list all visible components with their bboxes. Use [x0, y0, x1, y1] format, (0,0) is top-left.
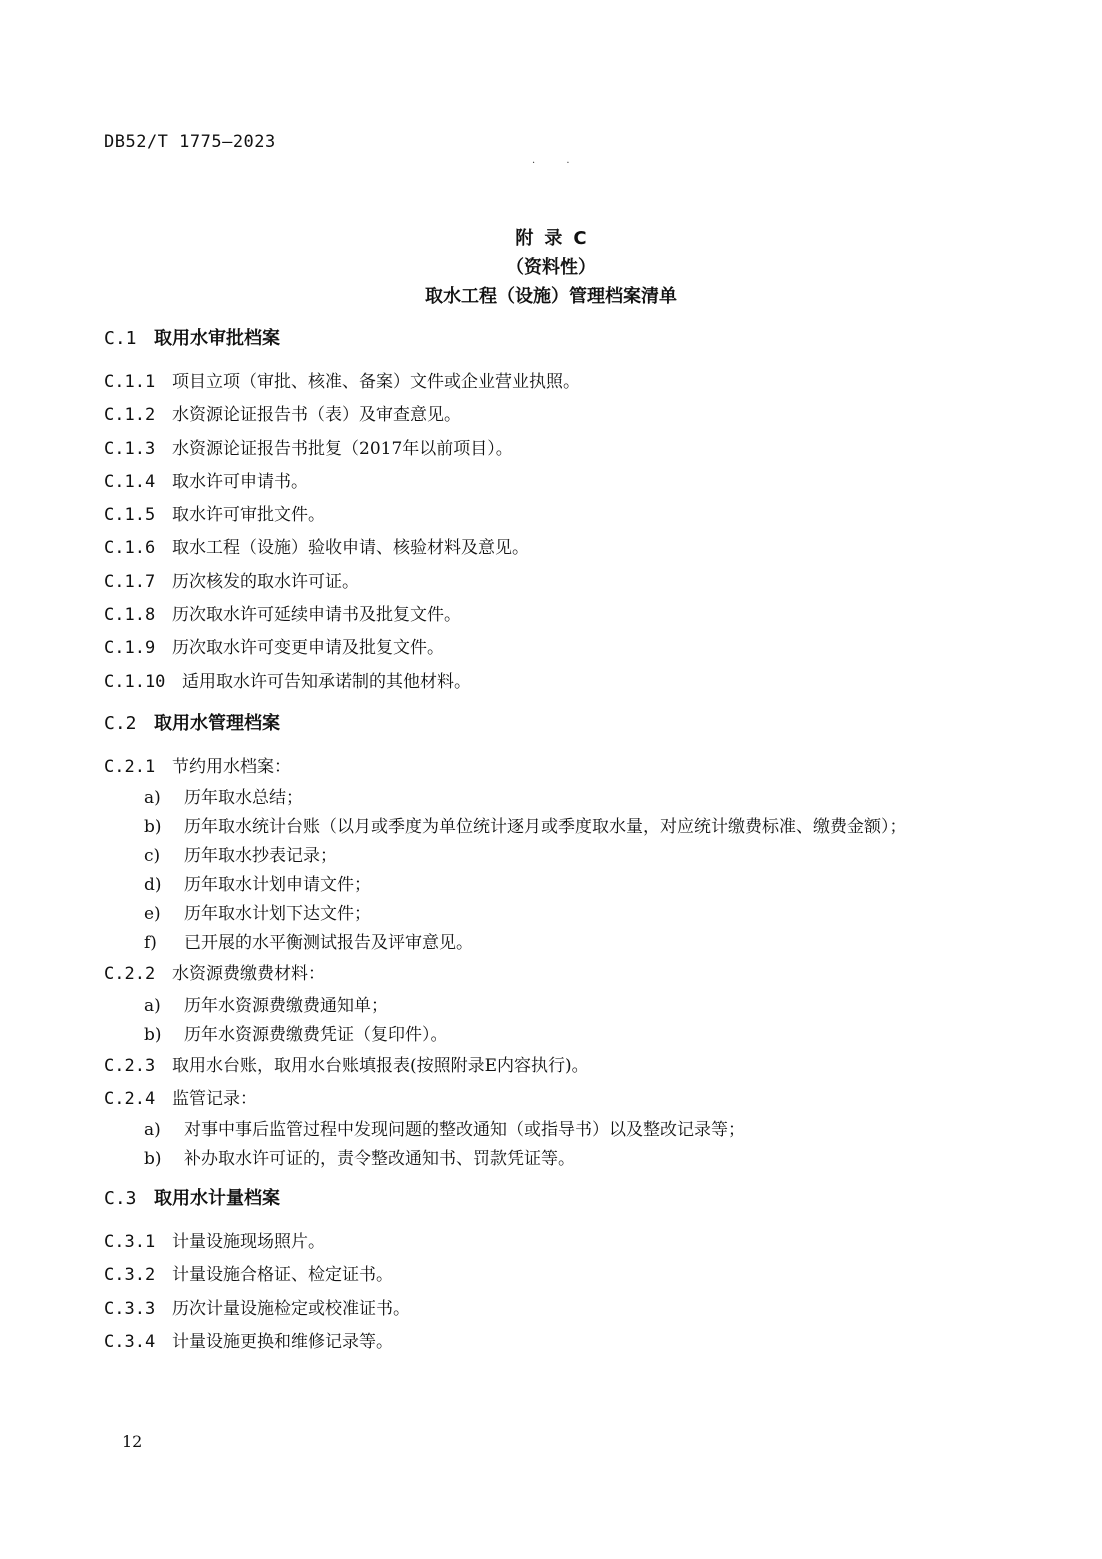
- item-text: 取水许可申请书。: [172, 471, 308, 492]
- item-number: C.2.2: [104, 964, 156, 985]
- sub-list-item: [104, 929, 1004, 958]
- section-title: 取用水审批档案: [154, 328, 280, 349]
- item-number: C.1.9: [104, 638, 156, 659]
- list-item: [104, 1226, 1004, 1259]
- item-number: C.3.1: [104, 1232, 156, 1253]
- item-text: 取水许可审批文件。: [172, 505, 325, 526]
- item-text: 适用取水许可告知承诺制的其他材料。: [182, 671, 471, 692]
- list-item: [104, 433, 1004, 466]
- item-number: C.1.10: [104, 671, 166, 692]
- sub-item-letter: e): [144, 904, 161, 925]
- item-number: C.1.3: [104, 438, 156, 459]
- sub-item-text: 历年取水计划下达文件；: [184, 904, 371, 925]
- list-item: [104, 1050, 1004, 1083]
- sub-item-text: 历年取水统计台账（以月或季度为单位统计逐月或季度取水量，对应统计缴费标准、缴费金额）；: [184, 817, 907, 838]
- section-number: C.2: [104, 712, 137, 734]
- item-text: 取水工程（设施）验收申请、核验材料及意见。: [172, 538, 529, 559]
- decorative-dots: · ·: [532, 158, 584, 169]
- item-number: C.1.5: [104, 505, 156, 526]
- item-number: C.3.2: [104, 1265, 156, 1286]
- section-heading: [104, 1182, 1004, 1216]
- sub-list-item: [104, 842, 1004, 871]
- sub-list-item: [104, 992, 1004, 1021]
- list-item: [104, 566, 1004, 599]
- item-text: 项目立项（审批、核准、备案）文件或企业营业执照。: [172, 372, 580, 392]
- sub-item-letter: a): [144, 1120, 161, 1141]
- sub-item-text: 已开展的水平衡测试报告及评审意见。: [184, 933, 473, 954]
- item-text: 历次计量设施检定或校准证书。: [172, 1298, 410, 1319]
- list-item: [104, 666, 1004, 699]
- item-number: C.3.3: [104, 1298, 156, 1319]
- sub-item-text: 历年取水抄表记录；: [184, 846, 337, 867]
- section-number: C.1: [104, 328, 137, 349]
- list-item: [104, 1326, 1004, 1359]
- item-text: 水资源费缴费材料：: [172, 964, 325, 985]
- item-number: C.1.8: [104, 605, 156, 626]
- item-number: C.3.4: [104, 1332, 156, 1353]
- document-code: DB52/T 1775—2023: [104, 132, 276, 152]
- sub-item-text: 历年水资源费缴费凭证（复印件）。: [184, 1024, 448, 1045]
- item-text: 历次取水许可延续申请书及批复文件。: [172, 605, 461, 626]
- item-number: C.1.7: [104, 571, 156, 592]
- item-number: C.2.3: [104, 1055, 156, 1076]
- item-text: 水资源论证报告书批复（2017年以前项目）。: [172, 438, 513, 459]
- list-item: [104, 958, 1004, 991]
- sub-item-letter: a): [144, 995, 161, 1016]
- item-number: C.2.4: [104, 1088, 156, 1109]
- sub-list-item: [104, 1021, 1004, 1050]
- sub-item-letter: c): [144, 846, 161, 867]
- item-text: 历次取水许可变更申请及批复文件。: [172, 638, 444, 659]
- item-text: 计量设施现场照片。: [172, 1232, 325, 1253]
- list-item: [104, 599, 1004, 632]
- section-heading: [104, 322, 1004, 356]
- sub-item-letter: f): [144, 933, 157, 954]
- sub-list-item: [104, 900, 1004, 929]
- sub-item-text: 对事中事后监管过程中发现问题的整改通知（或指导书）以及整改记录等；: [184, 1120, 745, 1141]
- list-item: [104, 632, 1004, 665]
- appendix-nature: （资料性）: [506, 257, 596, 278]
- sub-item-letter: a): [144, 788, 161, 809]
- item-number: C.2.1: [104, 756, 156, 777]
- sub-list-item: [104, 1145, 1004, 1174]
- list-item: [104, 1083, 1004, 1116]
- item-text: 取用水台账，取用水台账填报表(按照附录E内容执行)。: [172, 1055, 589, 1076]
- sub-item-text: 历年取水总结；: [184, 788, 303, 809]
- sub-list-item: [104, 1116, 1004, 1145]
- item-text: 水资源论证报告书（表）及审查意见。: [172, 405, 461, 426]
- item-text: 计量设施更换和维修记录等。: [172, 1332, 393, 1353]
- item-text: 监管记录：: [172, 1088, 257, 1109]
- item-number: C.1.1: [104, 372, 156, 392]
- item-number: C.1.4: [104, 471, 156, 492]
- section-title: 取用水管理档案: [154, 712, 280, 734]
- sub-item-letter: b): [144, 817, 162, 838]
- sub-list-item: [104, 871, 1004, 900]
- appendix-title-block: [0, 224, 1102, 311]
- list-item: [104, 399, 1004, 432]
- list-item: [104, 532, 1004, 565]
- item-text: 节约用水档案：: [172, 756, 291, 777]
- list-item: [104, 751, 1004, 784]
- sub-list-item: [104, 784, 1004, 813]
- item-text: 历次核发的取水许可证。: [172, 571, 359, 592]
- sub-item-letter: b): [144, 1149, 162, 1170]
- list-item: [104, 366, 1004, 399]
- document-body: [104, 322, 1004, 1359]
- item-text: 计量设施合格证、检定证书。: [172, 1265, 393, 1286]
- page-number: 12: [122, 1432, 143, 1451]
- sub-list-item: [104, 813, 1004, 842]
- list-item: [104, 1293, 1004, 1326]
- sub-item-text: 补办取水许可证的，责令整改通知书、罚款凭证等。: [184, 1149, 575, 1170]
- section-title: 取用水计量档案: [154, 1188, 280, 1210]
- sub-item-letter: d): [144, 875, 162, 896]
- sub-item-text: 历年取水计划申请文件；: [184, 875, 371, 896]
- item-number: C.1.6: [104, 538, 156, 559]
- sub-item-letter: b): [144, 1024, 162, 1045]
- appendix-main-title: 取水工程（设施）管理档案清单: [425, 286, 677, 307]
- list-item: [104, 499, 1004, 532]
- list-item: [104, 466, 1004, 499]
- section-heading: [104, 707, 1004, 741]
- list-item: [104, 1259, 1004, 1292]
- section-number: C.3: [104, 1188, 137, 1210]
- appendix-label: 附录C: [515, 228, 598, 249]
- sub-item-text: 历年水资源费缴费通知单；: [184, 995, 388, 1016]
- item-number: C.1.2: [104, 405, 156, 426]
